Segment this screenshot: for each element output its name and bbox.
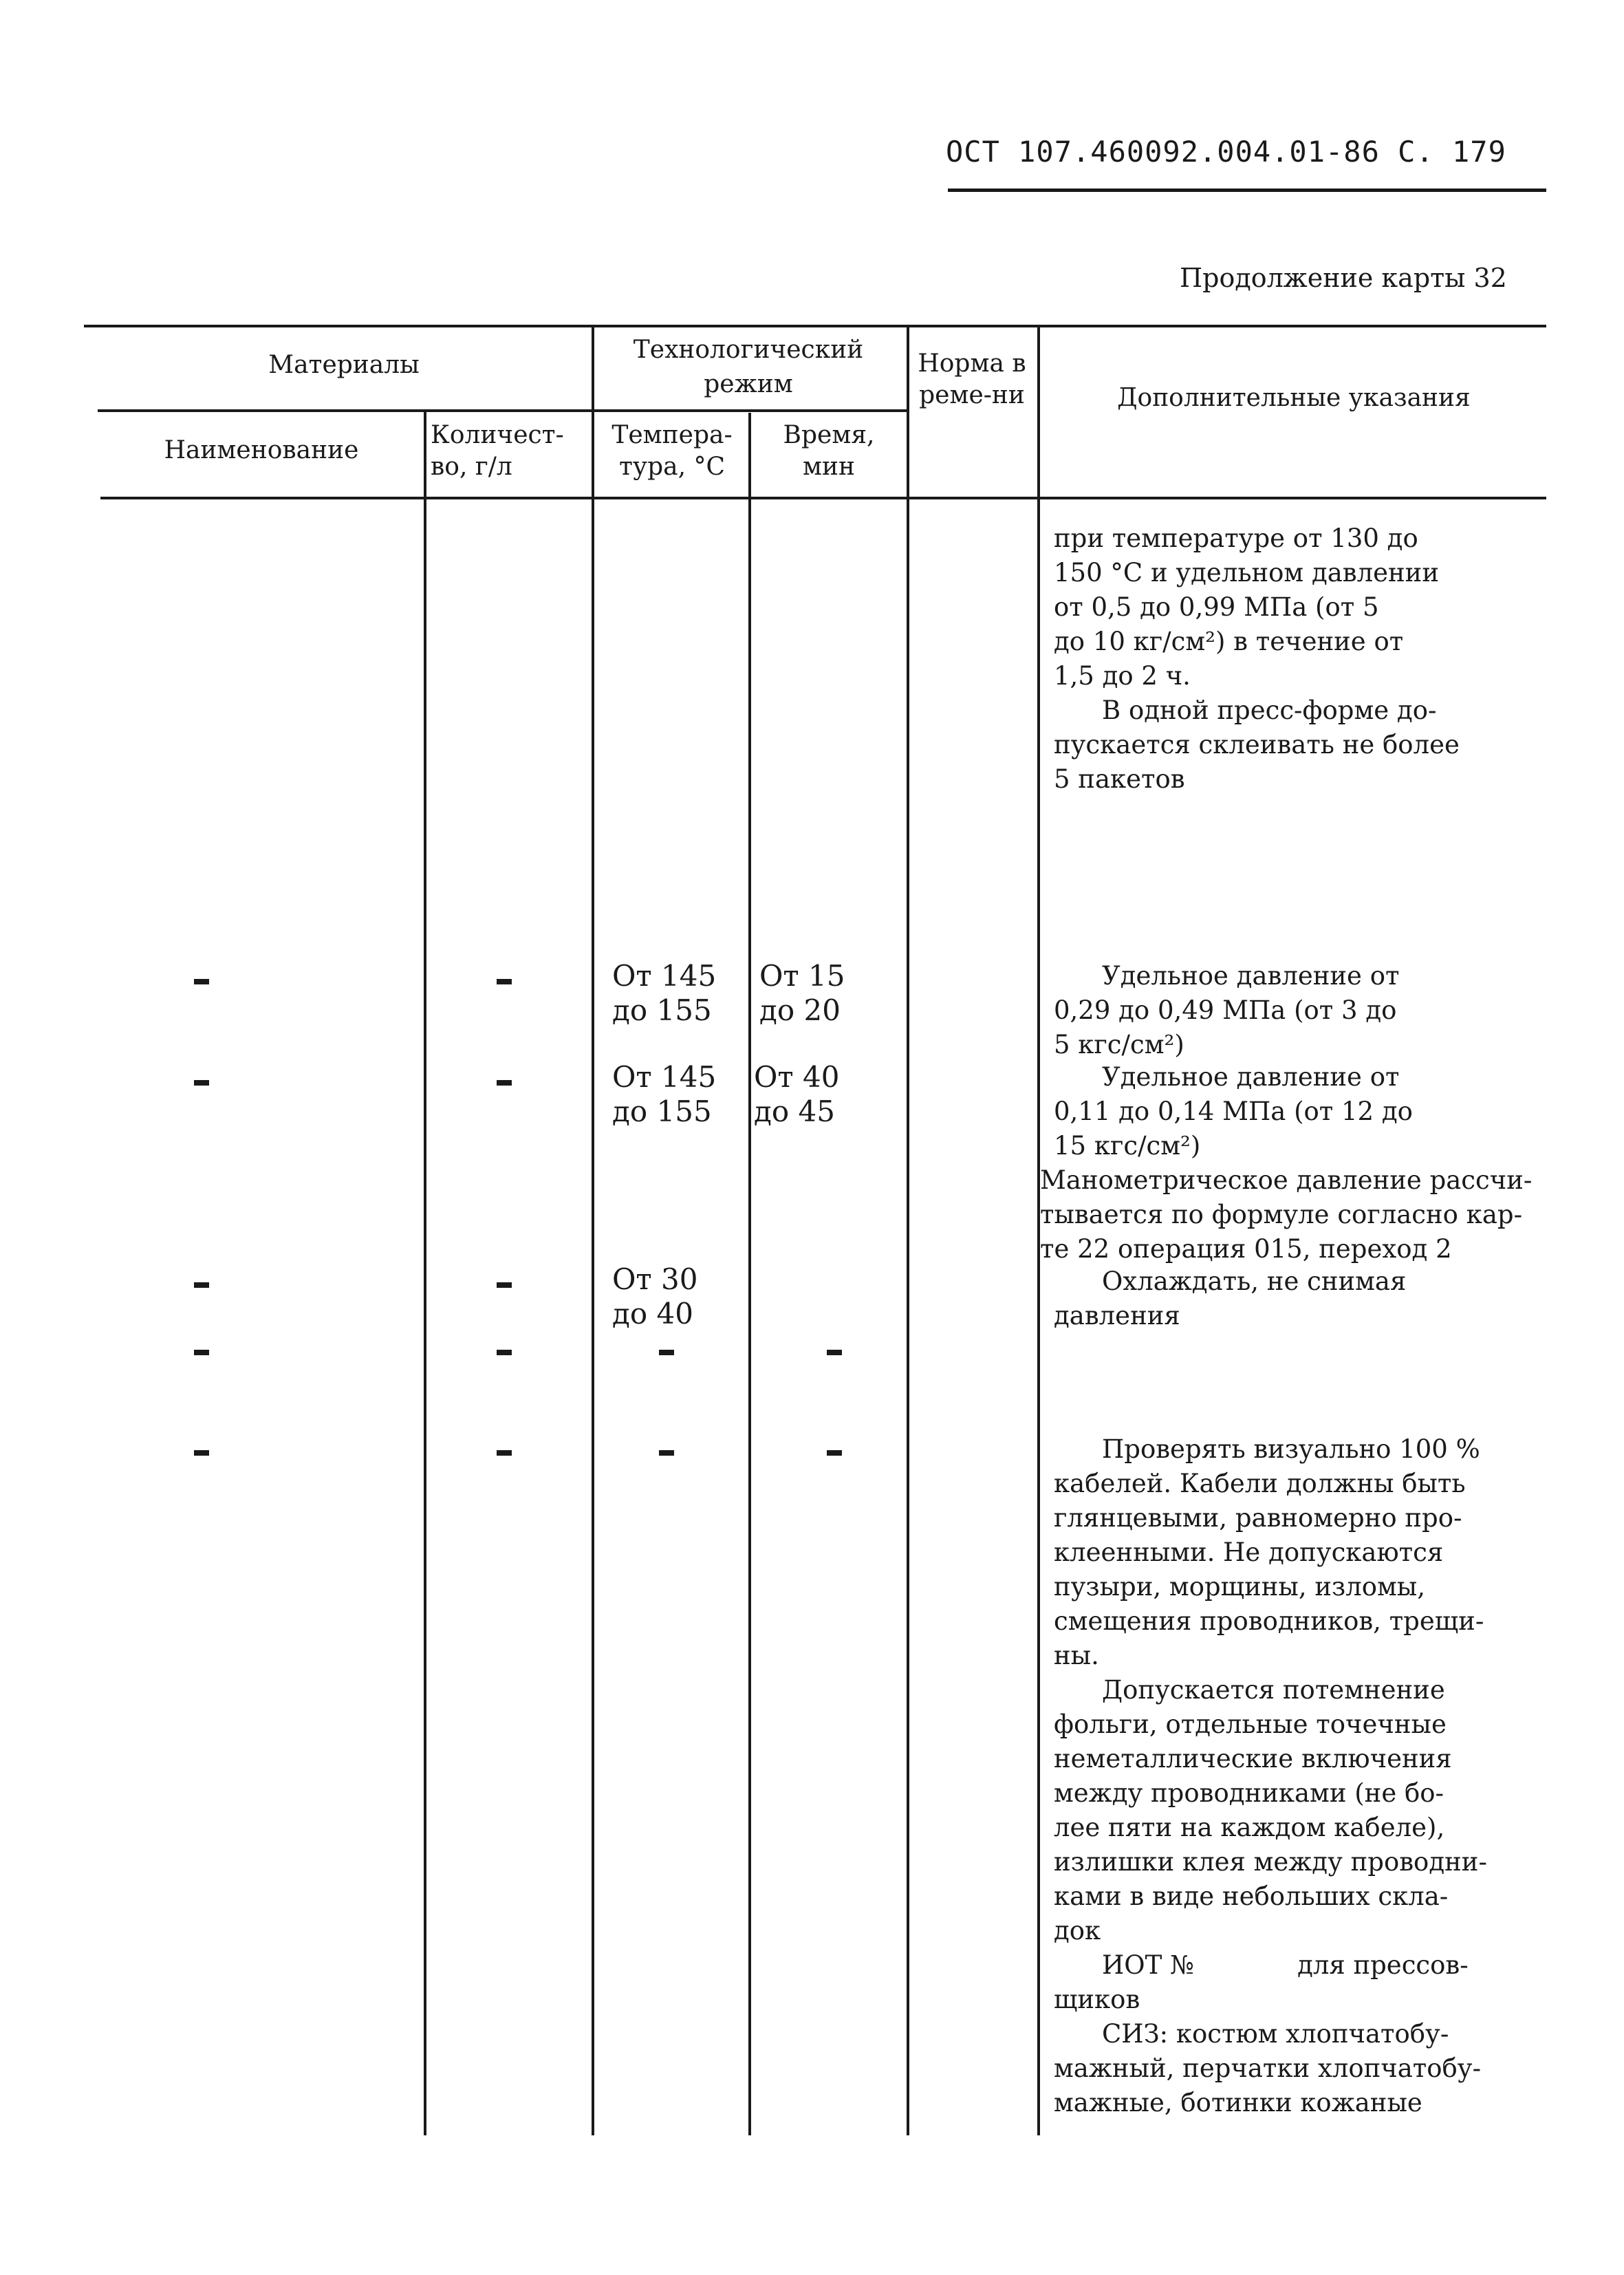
row-3-qty-dash [497,1080,512,1086]
iot-purpose: для прессов- [1297,1950,1469,1980]
row-6-notes: Проверять визуально 100 % кабелей. Кабели должны быть глянцевыми, равномерно про- клеенными. Не допускаются пузыри, морщины, изломы, смещения проводников, трещи- ны. Допускается потемнение фольги, отдельные точечные неметаллические включения между проводниками (не бо- лее пяти на каждом кабеле), излишки клея между проводни- ками в виде небольших скла- док ИОТ № для прессов- щиков СИЗ: костюм хлопчатобу- мажный, перчатки хлопчатобу- мажные, ботинки кожаные [1054,1434,1487,2117]
row-2-name-dash [194,979,209,984]
row-6-time-dash [827,1450,842,1456]
subheader-qty: Количест-во, г/л [431,421,564,481]
header-bottom-rule [100,497,1546,499]
row-5-temp-dash [659,1350,674,1355]
tech-mode-underline [592,409,907,412]
row-6-qty-dash [497,1450,512,1456]
header-norm: Норма време-ни [918,349,1026,409]
row-1-notes: при температуре от 130 до 150 °С и удельном давлении от 0,5 до 0,99 МПа (от 5 до 10 кг/см²) в течение от 1,5 до 2 ч. В одной пресс-форме до- пускается склеивать не более 5 пакетов [1054,524,1460,794]
iot-label: ИОТ № [1102,1950,1195,1980]
row-3-temp: От 145 до 155 [612,1060,717,1128]
subheader-temp: Темпера-тура, °С [611,421,733,481]
header-tech-mode: Технологический режим [633,336,864,398]
row-3-name-dash [194,1080,209,1086]
row-5-time-dash [827,1350,842,1355]
row-2-time: От 15 до 20 [759,959,845,1027]
row-6-temp-dash [659,1450,674,1456]
row-4-temp: От 30 до 40 [612,1262,698,1330]
header-underline [948,188,1546,192]
header-materials: Материалы [268,351,420,379]
header-notes: Дополнительные указания [1117,384,1471,412]
row-5-name-dash [194,1350,209,1355]
row-4-qty-dash [497,1282,512,1288]
row-3-time: От 40 до 45 [754,1060,840,1128]
row-4-notes: Охлаждать, не снимая давления [1054,1266,1407,1330]
col-divider-norm [907,326,909,2135]
col-divider-materials [592,326,594,2135]
col-divider-temp-time [748,413,751,2135]
row-3-notes-extra: Манометрическое давление рассчи- тывается по формуле согласно кар- те 22 операция 015, переход 2 [1040,1165,1533,1264]
materials-underline [98,409,593,412]
subheader-time: Время, мин [783,421,875,481]
row-2-qty-dash [497,979,512,984]
table-top-rule [84,325,1546,327]
col-divider-name-qty [424,411,426,2135]
row-6-name-dash [194,1450,209,1456]
row-2-temp: От 145 до 155 [612,959,717,1027]
document-code: ОСТ 107.460092.004.01-86 С. 179 [946,135,1506,169]
row-4-name-dash [194,1282,209,1288]
subheader-name: Наименование [164,436,359,464]
row-3-notes: Удельное давление от 0,11 до 0,14 МПа (от 12 до 15 кгс/см²) [1054,1062,1413,1161]
row-2-notes: Удельное давление от 0,29 до 0,49 МПа (от 3 до 5 кгс/см²) [1054,961,1400,1059]
caption: Продолжение карты 32 [1180,263,1507,293]
row-5-qty-dash [497,1350,512,1355]
